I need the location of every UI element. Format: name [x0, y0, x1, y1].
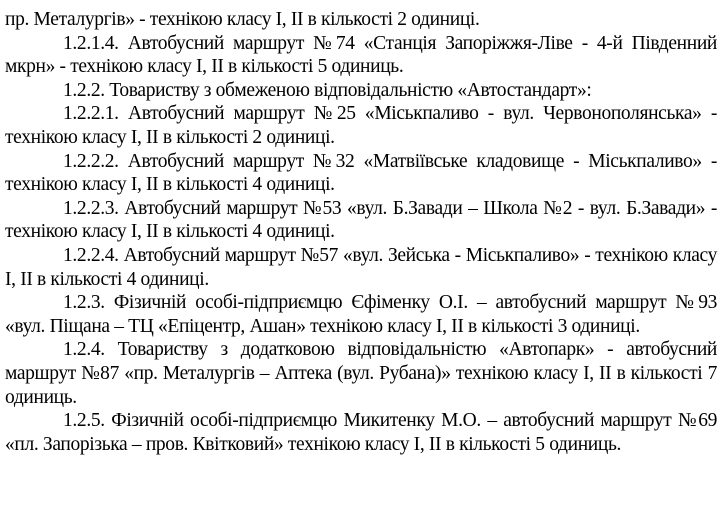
paragraph-continuation: пр. Металургів» - технікою класу І, ІІ в кількості 2 одиниці. [5, 9, 480, 30]
paragraph-1-2-1-4: 1.2.1.4. Автобусний маршрут №74 «Станція Запоріжжя-Ліве - 4-й Південний мкрн» - технікою класу І, ІІ в кількості 5 одиниць. [5, 32, 717, 78]
paragraph-1-2-4: 1.2.4. Товариству з додатковою відповідальністю «Автопарк» - автобусний маршрут №87 «пр. Металургів – Аптека (вул. Рубана)» технікою класу І, ІІ в кількості 7 одиниць. [5, 339, 717, 408]
paragraph-1-2-2-2: 1.2.2.2. Автобусний маршрут №32 «Матвіївське кладовище - Міськпаливо» - технікою класу І, ІІ в кількості 4 одиниці. [5, 150, 717, 196]
paragraph-1-2-2-4: 1.2.2.4. Автобусний маршрут №57 «вул. Зейська - Міськпаливо» - технікою класу І, ІІ в кількості 4 одиниці. [5, 244, 717, 290]
paragraph-1-2-2-3: 1.2.2.3. Автобусний маршрут №53 «вул. Б.Завади – Школа №2 - вул. Б.Завади» - технікою класу І, ІІ в кількості 4 одиниці. [5, 197, 717, 243]
document-body [5, 8, 717, 456]
paragraph-1-2-2-1: 1.2.2.1. Автобусний маршрут №25 «Міськпаливо - вул. Червонополянська» - технікою класу І, ІІ в кількості 2 одиниці. [5, 103, 717, 148]
paragraph-1-2-2: 1.2.2. Товариству з обмеженою відповідальністю «Автостандарт»: [63, 79, 592, 101]
paragraph-1-2-5: 1.2.5. Фізичній особі-підприємцю Микитенку М.О. – автобусний маршрут №69 «пл. Запорізька – пров. Квітковий» технікою класу І, ІІ в кількості 5 одиниць. [5, 410, 717, 455]
paragraph-1-2-3: 1.2.3. Фізичній особі-підприємцю Єфіменку О.І. – автобусний маршрут №93 «вул. Піщана – ТЦ «Епіцентр, Ашан» технікою класу І, ІІ в кількості 3 одиниці. [5, 292, 717, 337]
